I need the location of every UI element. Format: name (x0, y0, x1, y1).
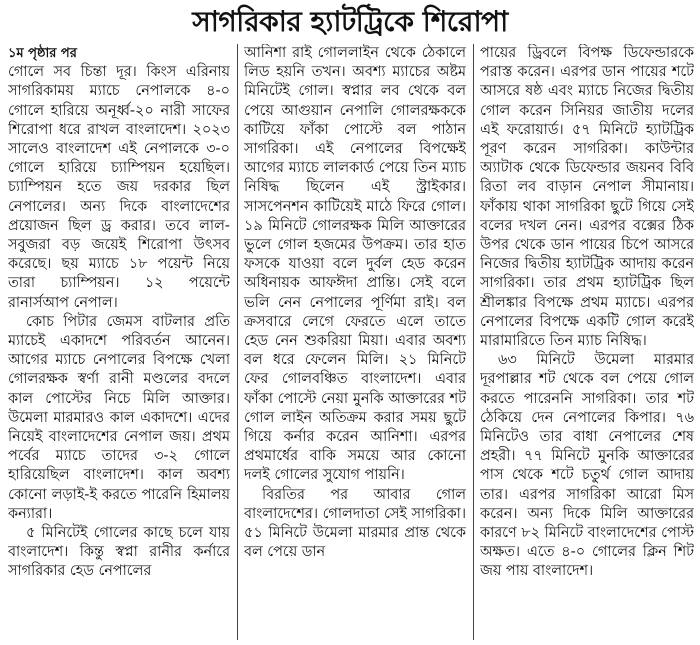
headline: সাগরিকার হ্যাটট্রিকে শিরোপা (192, 5, 508, 38)
paragraph: পায়ের ড্রিবলে বিপক্ষ ডিফেন্ডারকে পরাস্ত করেন। এরপর ডান পায়ের শটে আসরে ষষ্ঠ এবং ম্যাচে নিজের দ্বিতীয় গোল করেন সিনিয়র জাতীয় দলের এই ফরোয়ার্ড। ৫৭ মিনিটে হ্যাটট্রিক পূরণ করেন সাগরিকা। কাউন্টার অ্যাটাক থেকে ডিফেন্ডার জয়নব বিবি রিতা লব বাড়ান নেপাল সীমানায়। ফাঁকায় থাকা সাগরিকা ছুটে গিয়ে সেই বলের দখল নেন। এরপর বক্সের ঠিক উপর থেকে ডান পায়ের চিপে আসরে নিজের দ্বিতীয় হ্যাটট্রিক আদায় করেন সাগরিকা। তার প্রথম হ্যাটট্রিক ছিল শ্রীলঙ্কার বিপক্ষে প্রথম ম্যাচে। এরপর নেপালের বিপক্ষে একটি গোল করেই মারামারিতে তিন ম্যাচ নিষিদ্ধ। (480, 45, 694, 350)
paragraph (8, 44, 230, 313)
article-column-3 (480, 44, 694, 640)
paragraph: আনিশা রাই গোললাইন থেকে ঠেকালে লিড হয়নি তখন। অবশ্য ম্যাচের অষ্টম মিনিটেই গোল। স্বপ্নার লব থেকে বল পেয়ে আগুয়ান নেপালি গোলরক্ষককে কাটিয়ে ফাঁকা পোস্টে বল পাঠান সাগরিকা। এই নেপালের বিপক্ষেই আগের ম্যাচে লালকার্ড পেয়ে তিন ম্যাচ নিষিদ্ধ ছিলেন এই স্ট্রাইকার। সাসপেনশন কাটিয়েই মাঠে ফিরে গোল। ১৯ মিনিটে গোলরক্ষক মিলি আক্তারের ভুলে গোল হজমের উপক্রম। তার হাত ফসকে যাওয়া বলে দুর্বল হেড করেন অধিনায়ক আফঈদা প্রান্তি। সেই বলে ভলি নেন নেপালের পূর্ণিমা রাই। বল ক্রসবারে লেগে ফেরতে এলে তাতে হেড নেন শুকরিয়া মিয়া। এবার অবশ্য বল ধরে ফেলেন মিলি। ২১ মিনিটে ফের গোলবঞ্চিত বাংলাদেশ। এবার ফাঁকা পোস্টে নেয়া মুনকি আক্তারের শট গোল লাইন অতিক্রম করার সময় ছুটে গিয়ে কর্নার করেন আনিশা। এরপর প্রথমার্ধের বাকি সময়ে আর কোনো দলই গোলের সুযোগ পায়নি। (244, 45, 466, 484)
paragraph: বিরতির পর আবার গোল বাংলাদেশের। গোলদাতা সেই সাগরিকা। ৫১ মিনিটে উমেলা মারমার প্রান্ত থেকে বল পেয়ে ডান (244, 486, 466, 561)
article-column-1 (8, 44, 230, 640)
paragraph: ৫ মিনিটেই গোলের কাছে চলে যায় বাংলাদেশ। কিন্তু স্বপ্না রানীর কর্নারে সাগরিকার হেড নেপালের (8, 525, 230, 580)
column-divider (473, 44, 474, 640)
paragraph: কোচ পিটার জেমস বাটলার প্রতি ম্যাচেই একাদশে পরিবর্তন আনেন। আগের ম্যাচে নেপালের বিপক্ষে খেলা গোলরক্ষক স্বর্ণা রানী মণ্ডলের বদলে কাল পোস্টের নিচে মিলি আক্তার। উমেলা মারমারও কাল একাদশে। এদের নিয়েই বাংলাদেশের নেপাল জয়। প্রথম পর্বের ম্যাচে তাদের ৩-২ গোলে হারিয়েছিল বাংলাদেশ। কাল অবশ্য কোনো লড়াই-ই করতে পারেনি হিমালয় কন্যারা। (8, 313, 230, 522)
article-column-2 (244, 44, 466, 640)
paragraph-text: গোলে সব চিন্তা দূর। কিংস এরিনায় সাগরিকাময় ম্যাচে নেপালকে ৪-০ গোলে হারিয়ে অনূর্ধ্ব-২০ নারী সাফের শিরোপা ধরে রাখল বাংলাদেশ। ২০২৩ সালেও বাংলাদেশ এই নেপালকে ৩-০ গোলে হারিয়ে চ্যাম্পিয়ন হয়েছিল। চ্যাম্পিয়ন হতে জয় দরকার ছিল নেপালের। অন্য দিকে বাংলাদেশের প্রয়োজন ছিল ড্র করার। তবে লাল-সবুজরা বড় জয়েই শিরোপা উৎসব করেছে। ছয় ম্যাচে ১৮ পয়েন্ট নিয়ে তারা চ্যাম্পিয়ন। ১২ পয়েন্টে রানার্সআপ নেপাল। (8, 64, 230, 311)
jump-label: ১ম পৃষ্ঠার পর (8, 46, 77, 61)
paragraph: ৬৩ মিনিটে উমেলা মারমার দূরপাল্লার শট থেকে বল পেয়ে গোল করতে পারেননি সাগরিকা। তার শট ঠেকিয়ে দেন নেপালের কিপার। ৭৬ মিনিটেও তার বাধা নেপালের শেষ প্রহরী। ৭৭ মিনিটে মুনকি আক্তারের পাস থেকে শটে চতুর্থ গোল আদায় তার। এরপর সাগরিকা আরো মিস করেন। অন্য দিকে মিলি আক্তারের কারণে ৮২ মিনিটে বাংলাদেশের পোস্ট অক্ষত। এতে ৪-০ গোলের ক্লিন শিট জয় পায় বাংলাদেশ। (480, 352, 694, 580)
column-divider (237, 44, 238, 640)
